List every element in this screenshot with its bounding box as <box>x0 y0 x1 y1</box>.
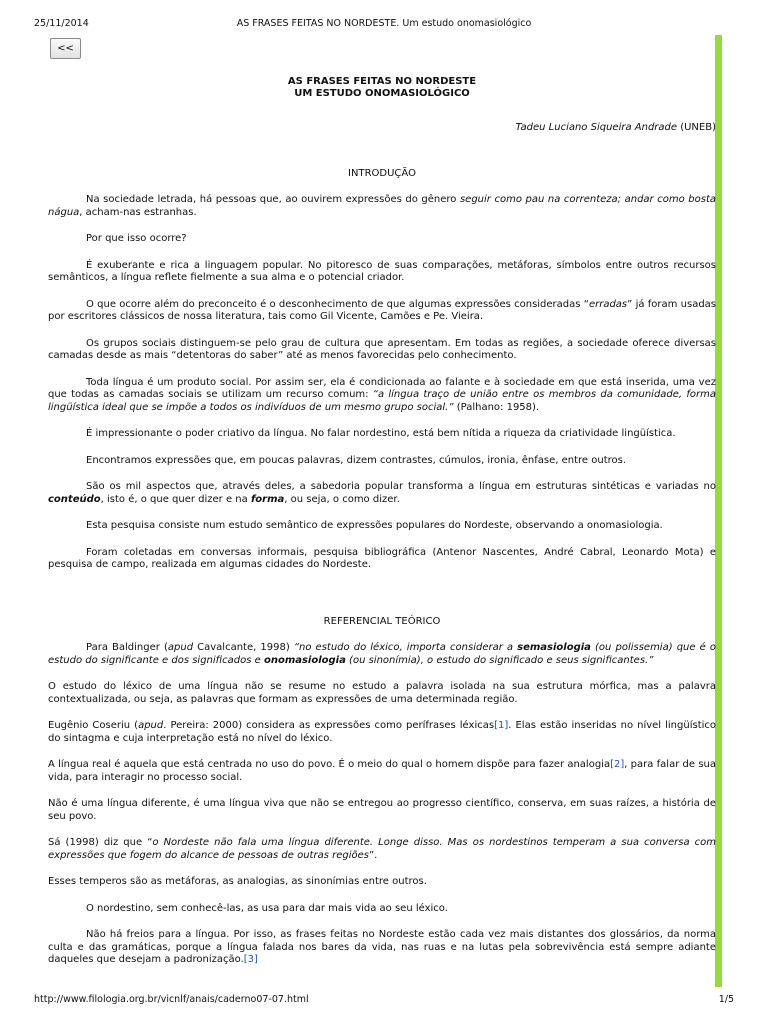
footnote-link-2[interactable]: [2] <box>610 759 625 770</box>
author-line <box>48 122 716 135</box>
paragraph: O que ocorre além do preconceito é o desconhecimento de que algumas expressões consideradas “erradas” já foram usadas por escritores clássicos de nossa literatura, tais como Gil Vicente, Camões e Pe. Vieira. <box>48 298 717 322</box>
page-url: http://www.filologia.org.br/vicnlf/anais/caderno07-07.html <box>34 994 309 1005</box>
print-date: 25/11/2014 <box>34 18 89 29</box>
paragraph: Os grupos sociais distinguem-se pelo grau de cultura que apresentam. Em todas as regiões, a sociedade oferece diversas camadas desde as mais “detentoras do saber” até as menos favorecidas pelo conhecimento. <box>48 337 716 361</box>
title-line-2: UM ESTUDO ONOMASIOLÓGICO <box>294 88 470 99</box>
paragraph: Toda língua é um produto social. Por assim ser, ela é condicionada ao falante e à sociedade em que está inserida, uma vez que todas as camadas sociais se utilizam um recurso comum: “a língua traço de união entre os membros da comunidade, forma lingüística ideal que se impõe a todos os indivíduos de um mesmo grupo social.” (Palhano: 1958). <box>48 376 716 413</box>
paragraph: Não é uma língua diferente, é uma língua viva que não se entregou ao progresso científico, conserva, em suas raízes, a história de seu povo. <box>48 798 716 822</box>
paragraph: Foram coletadas em conversas informais, pesquisa bibliográfica (Antenor Nascentes, André Cabral, Leonardo Mota) e pesquisa de campo, realizada em algumas cidades do Nordeste. <box>48 546 716 570</box>
accent-bar <box>715 35 722 987</box>
paragraph: Por que isso ocorre? <box>86 233 187 244</box>
print-header <box>34 18 734 32</box>
paragraph: Para Baldinger (apud Cavalcante, 1998) “no estudo do léxico, importa considerar a semasiologia (ou polissemia) que é o estudo do significante e dos significados e onomasiologia (ou sinonímia), o estudo do significado e seus significantes.” <box>48 642 716 666</box>
paragraph: O estudo do léxico de uma língua não se resume no estudo a palavra isolada na sua estrutura mórfica, mas a palavra contextualizada, ou seja, as palavras que formam as expressões de uma determinada região. <box>48 681 716 705</box>
section-heading-intro: INTRODUÇÃO <box>348 167 416 179</box>
paragraph: Esta pesquisa consiste num estudo semântico de expressões populares do Nordeste, observando a onomasiologia. <box>86 520 663 531</box>
paragraph: Encontramos expressões que, em poucas palavras, dizem contrastes, cúmulos, ironia, ênfase, entre outros. <box>86 454 627 466</box>
paragraph: São os mil aspectos que, através deles, a sabedoria popular transforma a língua em estruturas sintéticas e variadas no conteúdo, isto é, o que quer dizer e na forma, ou seja, o como dizer. <box>48 481 716 505</box>
paragraph: A língua real é aquela que está centrada no uso do povo. É o meio do qual o homem dispõe para fazer analogia[2], para falar de sua vida, para interagir no processo social. <box>48 759 716 783</box>
back-button[interactable]: << <box>50 38 81 59</box>
paragraph: Na sociedade letrada, há pessoas que, ao ouvirem expressões do gênero seguir como pau na correnteza; andar como bosta nágua, acham-nas estranhas. <box>48 194 716 218</box>
page-number: 1/5 <box>718 994 734 1005</box>
section-heading-ref: REFERENCIAL TEÓRICO <box>323 615 441 627</box>
paragraph: Sá (1998) diz que “o Nordeste não fala uma língua diferente. Longe disso. Mas os nordestinos temperam a sua conversa com expressões que fogem do alcance de pessoas de outras regiões”. <box>48 837 716 861</box>
article-title <box>48 76 716 100</box>
paragraph: É exuberante e rica a linguagem popular. No pitoresco de suas comparações, metáforas, símbolos entre outros recursos semânticos, a língua reflete fielmente a sua alma e o potencial criador. <box>48 259 716 283</box>
print-footer <box>34 994 734 1008</box>
footnote-link-1[interactable]: [1] <box>494 720 509 731</box>
article-body <box>48 70 716 981</box>
paragraph: O nordestino, sem conhecê-las, as usa para dar mais vida ao seu léxico. <box>86 902 448 914</box>
title-line-1: AS FRASES FEITAS NO NORDESTE <box>287 76 477 87</box>
paragraph: Eugênio Coseriu (apud. Pereira: 2000) considera as expressões como perífrases léxicas[1]. Elas estão inseridas no nível lingüístico do sintagma e cuja interpretação está no nível do léxico. <box>48 720 717 744</box>
paragraph: É impressionante o poder criativo da língua. No falar nordestino, está bem nítida a riqueza da criatividade lingüística. <box>86 428 676 439</box>
paragraph: Não há freios para a língua. Por isso, as frases feitas no Nordeste estão cada vez mais distantes dos glossários, da norma culta e das gramáticas, porque a língua falada nos bares da vida, nas ruas e na lutas pela sobrevivência está sempre adiante daqueles que desejam a padronização.[3] <box>48 929 716 965</box>
paragraph: Esses temperos são as metáforas, as analogias, as sinonímias entre outros. <box>48 876 427 887</box>
footnote-link-3[interactable]: [3] <box>243 954 258 965</box>
author-institution: (UNEB) <box>677 122 716 133</box>
author-name: Tadeu Luciano Siqueira Andrade <box>515 122 678 133</box>
print-page-title: AS FRASES FEITAS NO NORDESTE. Um estudo onomasiológico <box>236 18 532 29</box>
